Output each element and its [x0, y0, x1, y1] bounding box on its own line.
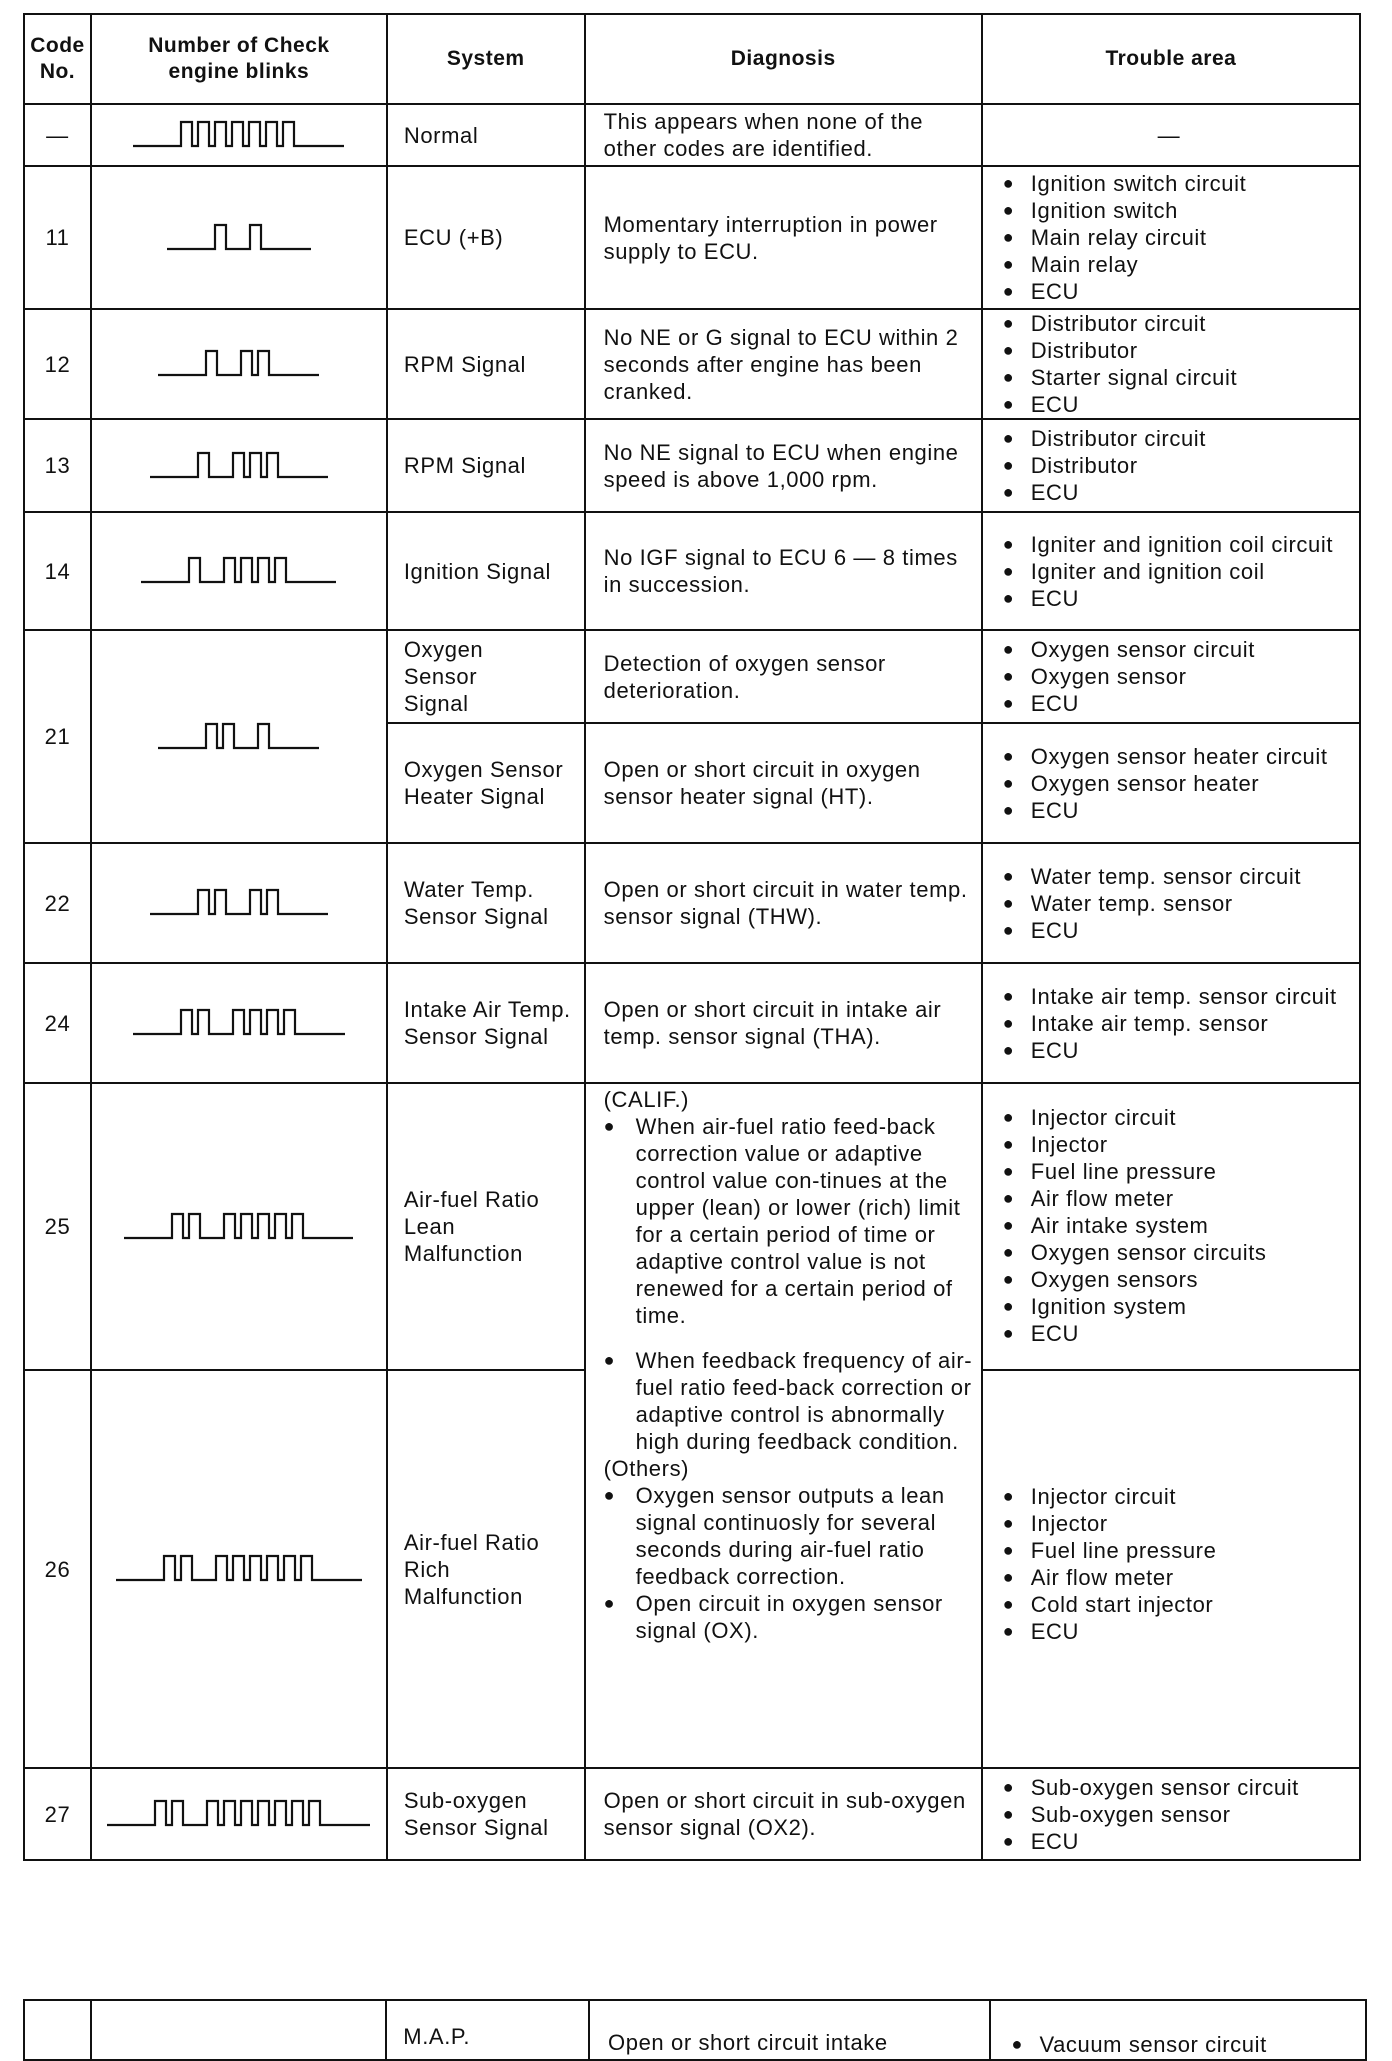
trouble-item: ● ECU	[1003, 391, 1355, 418]
code-cell: 22	[24, 843, 91, 963]
trouble-list	[1003, 1774, 1355, 1855]
trouble-list	[1003, 531, 1355, 612]
trouble-item: ● ECU	[1003, 917, 1355, 944]
table-row	[24, 630, 1360, 723]
trouble-item: ● Air intake system	[1003, 1212, 1355, 1239]
trouble-list	[1003, 425, 1355, 506]
trouble-item: ● ECU	[1003, 1828, 1355, 1855]
trouble-item: ● Intake air temp. sensor circuit	[1003, 983, 1355, 1010]
trouble-item: ● Fuel line pressure	[1003, 1537, 1355, 1564]
continued-table	[23, 1999, 1367, 2061]
table-row	[24, 2000, 1366, 2060]
blink-pattern-waveform	[158, 349, 319, 379]
trouble-list	[1003, 636, 1355, 717]
blink-pattern-waveform	[158, 722, 319, 752]
header-code: Code No.	[24, 14, 91, 104]
code-cell: 14	[24, 512, 91, 630]
code-cell: 13	[24, 419, 91, 512]
trouble-item: ● Ignition switch circuit	[1003, 170, 1355, 197]
header-diagnosis: Diagnosis	[585, 14, 982, 104]
trouble-list	[1003, 743, 1355, 824]
blinks-cell	[91, 2000, 386, 2060]
blink-pattern-waveform	[133, 1008, 345, 1038]
trouble-cell	[982, 1768, 1360, 1860]
diagnosis-cell: Detection of oxygen sensor deterioration.	[585, 630, 982, 723]
trouble-item: ● Starter signal circuit	[1003, 364, 1355, 391]
trouble-item: ● ECU	[1003, 585, 1355, 612]
trouble-item: ● ECU	[1003, 690, 1355, 717]
blinks-cell	[91, 309, 387, 419]
blinks-cell	[91, 630, 387, 843]
blinks-cell	[91, 419, 387, 512]
trouble-item: ● Distributor	[1003, 337, 1355, 364]
calif-list	[604, 1113, 975, 1455]
system-cell: M.A.P.	[386, 2000, 589, 2060]
blink-pattern-waveform	[150, 451, 328, 481]
trouble-cell	[982, 630, 1360, 723]
trouble-item: ● ECU	[1003, 1037, 1355, 1064]
blink-pattern-waveform	[107, 1799, 370, 1829]
trouble-item: ● Oxygen sensor heater circuit	[1003, 743, 1355, 770]
table-row	[24, 1083, 1360, 1370]
trouble-list	[1003, 1104, 1355, 1347]
table-row	[24, 309, 1360, 419]
trouble-item: ● Water temp. sensor circuit	[1003, 863, 1355, 890]
blinks-cell	[91, 104, 387, 166]
blink-pattern-waveform	[167, 223, 311, 253]
trouble-item: ● Oxygen sensor	[1003, 663, 1355, 690]
trouble-list	[1003, 1483, 1355, 1645]
trouble-item: ● Injector circuit	[1003, 1104, 1355, 1131]
header-row	[24, 14, 1360, 104]
diagnosis-cell: No NE signal to ECU when engine speed is above 1,000 rpm.	[585, 419, 982, 512]
trouble-cell	[982, 1370, 1360, 1768]
code-cell: 11	[24, 166, 91, 309]
trouble-item: ● ECU	[1003, 278, 1355, 305]
table-row	[24, 1768, 1360, 1860]
blink-pulses	[158, 724, 319, 748]
trouble-item: ● Injector circuit	[1003, 1483, 1355, 1510]
trouble-cell	[982, 512, 1360, 630]
system-cell: Intake Air Temp. Sensor Signal	[387, 963, 585, 1083]
diagnosis-cell: No IGF signal to ECU 6 — 8 times in succession.	[585, 512, 982, 630]
diagnosis-cell: Open or short circuit in intake air temp. sensor signal (THA).	[585, 963, 982, 1083]
trouble-item: ● Sub-oxygen sensor circuit	[1003, 1774, 1355, 1801]
table-row	[24, 166, 1360, 309]
trouble-item: ● Distributor circuit	[1003, 425, 1355, 452]
table-row	[24, 419, 1360, 512]
blink-pattern-waveform	[150, 888, 328, 918]
trouble-list	[1003, 863, 1355, 944]
system-cell: Oxygen Sensor Heater Signal	[387, 723, 585, 843]
trouble-item: ● Ignition switch	[1003, 197, 1355, 224]
trouble-item: ● Ignition system	[1003, 1293, 1355, 1320]
system-cell: Air-fuel Ratio Rich Malfunction	[387, 1370, 585, 1768]
trouble-item: ● Fuel line pressure	[1003, 1158, 1355, 1185]
code-cell: 25	[24, 1083, 91, 1370]
system-cell: Oxygen Sensor Signal	[387, 630, 585, 723]
blinks-cell	[91, 963, 387, 1083]
header-system: System	[387, 14, 585, 104]
trouble-cell	[982, 723, 1360, 843]
trouble-cell	[982, 1083, 1360, 1370]
trouble-item: ● Distributor	[1003, 452, 1355, 479]
table-row	[24, 963, 1360, 1083]
trouble-cell	[982, 104, 1360, 166]
diagnosis-cell: Open or short circuit intake	[589, 2000, 990, 2060]
blink-pulses	[158, 351, 319, 375]
code-cell: 21	[24, 630, 91, 843]
diagnosis-item: ● Open circuit in oxygen sensor signal (OX).	[604, 1590, 975, 1644]
blink-pattern-waveform	[141, 556, 336, 586]
blink-pulses	[150, 453, 328, 477]
trouble-item: ● ECU	[1003, 1320, 1355, 1347]
system-cell: Normal	[387, 104, 585, 166]
trouble-cell	[982, 309, 1360, 419]
system-cell: RPM Signal	[387, 309, 585, 419]
diagnosis-cell: No NE or G signal to ECU within 2 seconds after engine has been cranked.	[585, 309, 982, 419]
system-cell: Water Temp. Sensor Signal	[387, 843, 585, 963]
diagnosis-cell: Open or short circuit in oxygen sensor heater signal (HT).	[585, 723, 982, 843]
blink-pulses	[167, 225, 311, 249]
diagnosis-cell-merged	[585, 1083, 982, 1768]
trouble-item: ● Air flow meter	[1003, 1564, 1355, 1591]
blinks-cell	[91, 1768, 387, 1860]
trouble-list	[1003, 310, 1355, 418]
trouble-cell	[982, 166, 1360, 309]
table-row	[24, 843, 1360, 963]
trouble-item: ● Oxygen sensor circuit	[1003, 636, 1355, 663]
blink-pulses	[150, 890, 328, 914]
code-cell: 24	[24, 963, 91, 1083]
diagnosis-item: ● Oxygen sensor outputs a lean signal continuosly for several seconds during air-fuel ratio feedback correction.	[604, 1482, 975, 1590]
trouble-item: ● Distributor circuit	[1003, 310, 1355, 337]
code-cell	[24, 2000, 91, 2060]
trouble-item: ● ECU	[1003, 797, 1355, 824]
system-cell: RPM Signal	[387, 419, 585, 512]
blink-pulses	[124, 1214, 353, 1238]
header-blinks: Number of Check engine blinks	[91, 14, 387, 104]
system-cell: Air-fuel Ratio Lean Malfunction	[387, 1083, 585, 1370]
diagnosis-cell: Open or short circuit in sub-oxygen sensor signal (OX2).	[585, 1768, 982, 1860]
system-cell: ECU (+B)	[387, 166, 585, 309]
trouble-item: ● Intake air temp. sensor	[1003, 1010, 1355, 1037]
diagnosis-item: ● When feedback frequency of air-fuel ratio feed-back correction or adaptive control is abnormally high during feedback condition.	[604, 1347, 975, 1455]
others-list	[604, 1482, 975, 1644]
code-cell: 26	[24, 1370, 91, 1768]
trouble-item: ● Water temp. sensor	[1003, 890, 1355, 917]
trouble-item: ● Main relay circuit	[1003, 224, 1355, 251]
others-label: (Others)	[603, 1456, 690, 1481]
trouble-list	[1003, 983, 1355, 1064]
trouble-item: ● Sub-oxygen sensor	[1003, 1801, 1355, 1828]
trouble-item: ● Oxygen sensor circuits	[1003, 1239, 1355, 1266]
blinks-cell	[91, 1370, 387, 1768]
blink-pulses	[141, 558, 336, 582]
trouble-cell	[982, 963, 1360, 1083]
diagnosis-item: ● When air-fuel ratio feed-back correction value or adaptive control value con-tinues at the upper (lean) or lower (rich) limit for a certain period of time or adaptive control value is not renewed for a certain period of time.	[604, 1113, 975, 1329]
system-cell: Ignition Signal	[387, 512, 585, 630]
trouble-cell	[982, 843, 1360, 963]
blink-pulses	[116, 1556, 362, 1580]
diagnosis-cell: Open or short circuit in water temp. sensor signal (THW).	[585, 843, 982, 963]
blinks-cell	[91, 843, 387, 963]
blinks-cell	[91, 166, 387, 309]
trouble-dash: —	[1157, 122, 1181, 148]
trouble-item: ● Main relay	[1003, 251, 1355, 278]
trouble-item: ● Injector	[1003, 1510, 1355, 1537]
trouble-item: ● Air flow meter	[1003, 1185, 1355, 1212]
diagnosis-cell: This appears when none of the other codes are identified.	[585, 104, 982, 166]
trouble-item: ● ECU	[1003, 1618, 1355, 1645]
blink-pulses	[133, 1010, 345, 1034]
blink-pulses	[133, 122, 344, 146]
code-cell: —	[24, 104, 91, 166]
diagnostic-code-table	[23, 13, 1361, 1861]
table-row	[24, 512, 1360, 630]
diagnosis-cell: Momentary interruption in power supply to ECU.	[585, 166, 982, 309]
blinks-cell	[91, 1083, 387, 1370]
trouble-item: ● Oxygen sensors	[1003, 1266, 1355, 1293]
trouble-item: ● Oxygen sensor heater	[1003, 770, 1355, 797]
trouble-item: ● Injector	[1003, 1131, 1355, 1158]
system-cell: Sub-oxygen Sensor Signal	[387, 1768, 585, 1860]
trouble-item: ● Cold start injector	[1003, 1591, 1355, 1618]
blink-pattern-waveform	[116, 1554, 362, 1584]
trouble-item: ● Igniter and ignition coil	[1003, 558, 1355, 585]
header-trouble-area: Trouble area	[982, 14, 1360, 104]
blink-pulses	[107, 1801, 370, 1825]
code-cell: 27	[24, 1768, 91, 1860]
trouble-cell	[982, 419, 1360, 512]
blink-pattern-waveform	[124, 1212, 353, 1242]
table-row	[24, 104, 1360, 166]
trouble-item: ● ECU	[1003, 479, 1355, 506]
trouble-cell	[990, 2000, 1366, 2060]
code-cell: 12	[24, 309, 91, 419]
blinks-cell	[91, 512, 387, 630]
blink-pattern-waveform	[133, 120, 344, 150]
trouble-item: ● Vacuum sensor circuit	[1011, 2031, 1361, 2058]
trouble-item: ● Igniter and ignition coil circuit	[1003, 531, 1355, 558]
trouble-list	[1003, 170, 1355, 305]
calif-label: (CALIF.)	[603, 1087, 690, 1112]
